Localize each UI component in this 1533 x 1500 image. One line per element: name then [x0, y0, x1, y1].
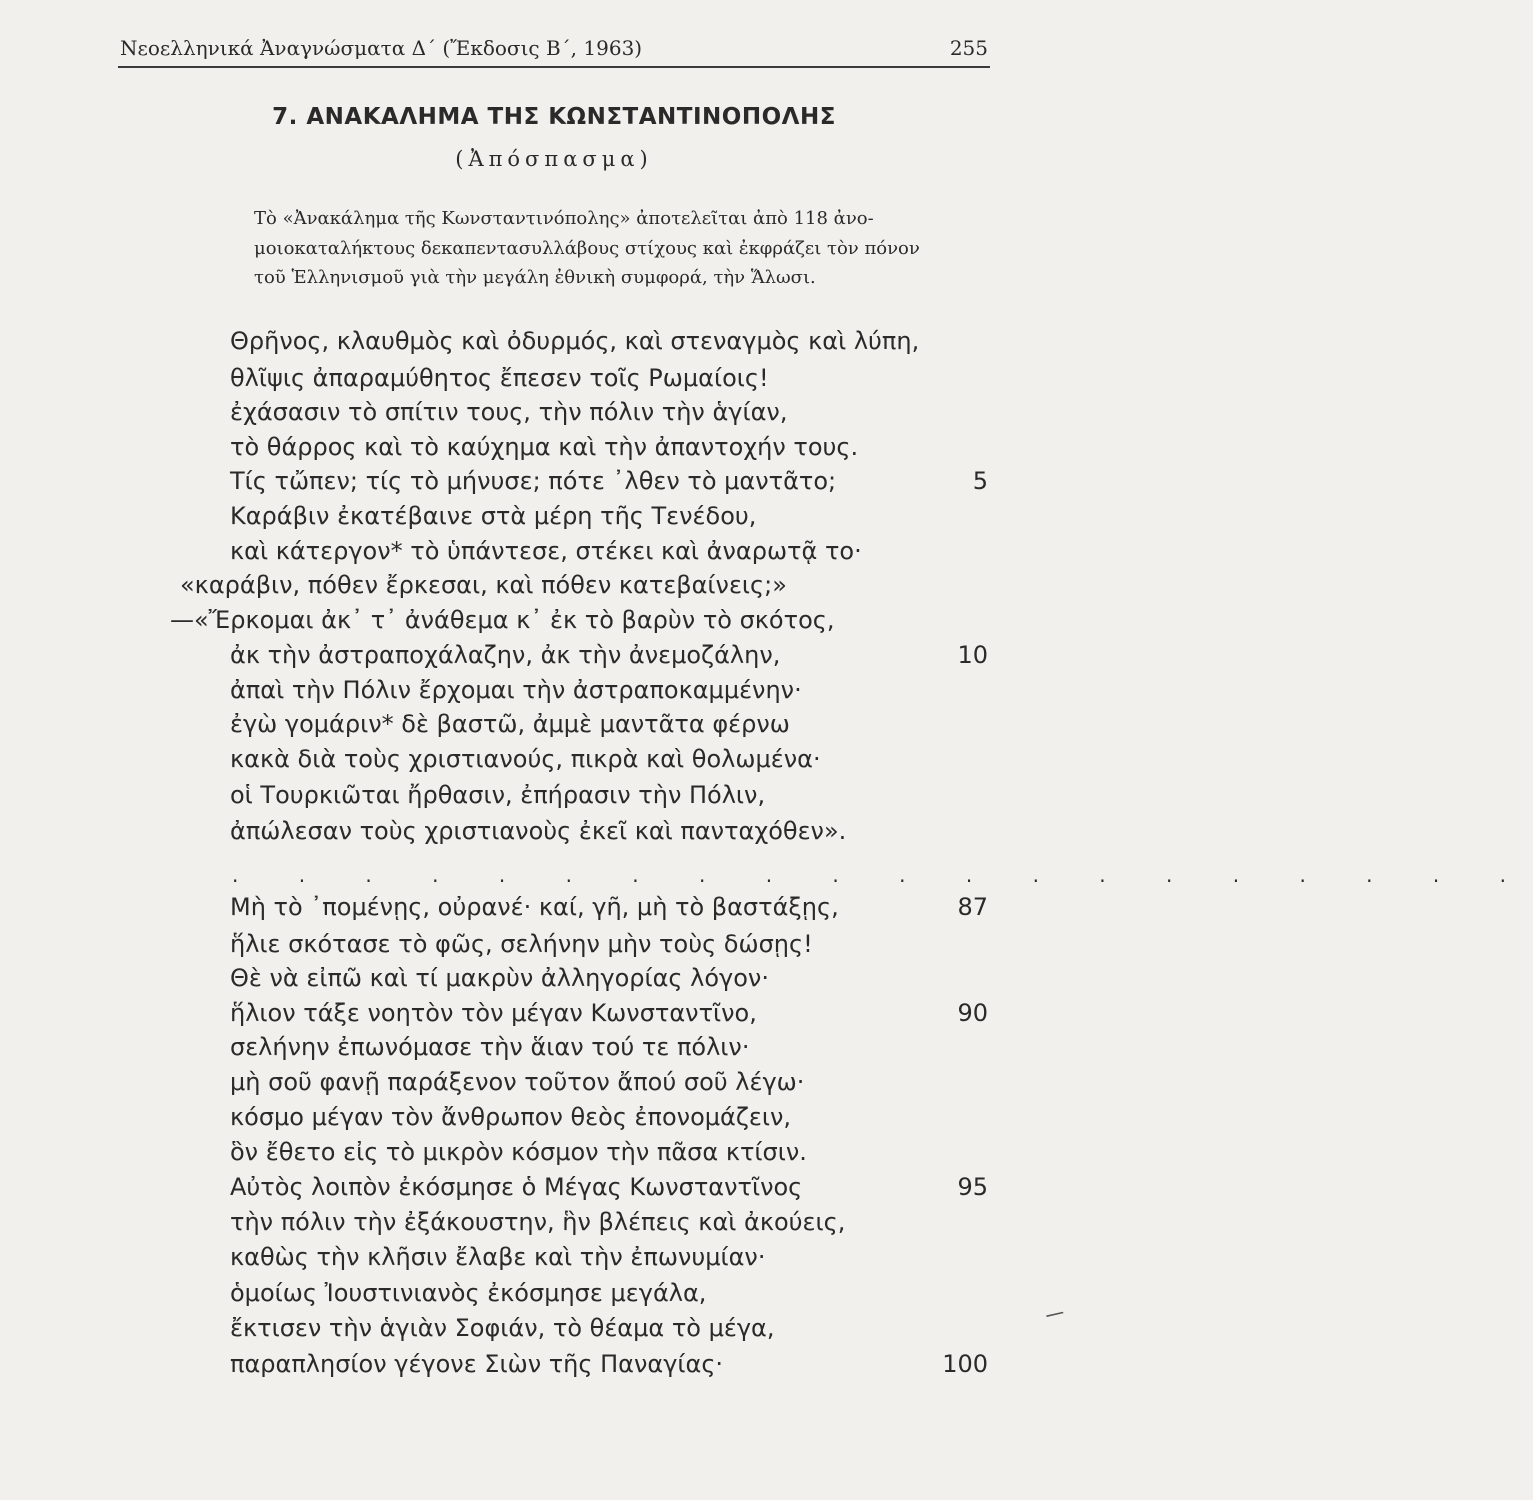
verse-number: 90 — [957, 999, 988, 1027]
verse-number: 5 — [972, 467, 988, 495]
section-separator: . . . . . . . . . . . . . . . . . . . . — [232, 863, 1533, 887]
verse-line: Καράβιν ἐκατέβαινε στὰ μέρη τῆς Τενέδου, — [230, 502, 757, 530]
verse-line: τὸ θάρρος καὶ τὸ καύχημα καὶ τὴν ἀπαντοχήν τους. — [230, 433, 859, 461]
verse-line: —«Ἔρκομαι ἀκ᾿ τ᾿ ἀνάθεμα κ᾿ ἐκ τὸ βαρὺν τὸ σκότος, — [170, 606, 835, 634]
verse-number: 95 — [957, 1173, 988, 1201]
verse-line: ἀπαὶ τὴν Πόλιν ἔρχομαι τὴν ἀστραποκαμμένην· — [230, 676, 802, 704]
page-number: 255 — [949, 36, 988, 60]
header-title: Νεοελληνικά Ἀναγνώσματα Δ΄ (Ἔκδοσις Β΄, 1963) — [120, 36, 643, 60]
verse-line: κακὰ διὰ τοὺς χριστιανούς, πικρὰ καὶ θολωμένα· — [230, 745, 821, 773]
verse-line: ἐχάσασιν τὸ σπίτιν τους, τὴν πόλιν τὴν ἁγίαν, — [230, 398, 788, 426]
verse-line: ὃν ἔθετο εἰς τὸ μικρὸν κόσμον τὴν πᾶσα κτίσιν. — [230, 1138, 807, 1166]
verse-line: θλῖψις ἀπαραμύθητος ἔπεσεν τοῖς Ρωμαίοις! — [230, 364, 769, 392]
intro-line: μοιοκαταλήκτους δεκαπεντασυλλάβους στίχους καὶ ἐκφράζει τὸν πόνον — [254, 237, 920, 259]
poem-title: 7. ΑΝΑΚΑΛΗΜΑ ΤΗΣ ΚΩΝΣΤΑΝΤΙΝΟΠΟΛΗΣ — [272, 104, 836, 130]
verse-line: ἐγὼ γομάριν* δὲ βαστῶ, ἀμμὲ μαντᾶτα φέρνω — [230, 710, 790, 738]
verse-line: παραπλησίον γέγονε Σιὼν τῆς Παναγίας· — [230, 1350, 724, 1378]
verse-line: σελήνην ἐπωνόμασε τὴν ἅιαν τού τε πόλιν· — [230, 1033, 750, 1061]
verse-line: μὴ σοῦ φανῇ παράξενον τοῦτον ἄπού σοῦ λέγω· — [230, 1068, 805, 1096]
verse-line: Θρῆνος, κλαυθμὸς καὶ ὀδυρμός, καὶ στεναγμὸς καὶ λύπη, — [230, 327, 920, 355]
verse-line: τὴν πόλιν τὴν ἐξάκουστην, ἣν βλέπεις καὶ ἀκούεις, — [230, 1208, 846, 1236]
verse-line: ἥλιον τάξε νοητὸν τὸν μέγαν Κωνσταντῖνο, — [230, 999, 757, 1027]
intro-line: Τὸ «Ἀνακάλημα τῆς Κωνσταντινόπολης» ἀποτελεῖται ἀπὸ 118 ἀνο- — [254, 208, 874, 229]
pencil-mark: / — [1043, 1305, 1068, 1323]
verse-line: ἀπώλεσαν τοὺς χριστιανοὺς ἐκεῖ καὶ πανταχόθεν». — [230, 817, 847, 845]
verse-line: οἱ Τουρκιῶται ἤρθασιν, ἐπήρασιν τὴν Πόλιν, — [230, 781, 766, 809]
poem-subtitle: (Ἀπόσπασμα) — [455, 147, 653, 171]
verse-number: 10 — [957, 641, 988, 669]
intro-line: τοῦ Ἑλληνισμοῦ γιὰ τὴν μεγάλη ἐθνικὴ συμφορά, τὴν Ἅλωσι. — [254, 267, 816, 288]
verse-line: ἔκτισεν τὴν ἁγιὰν Σοφιάν, τὸ θέαμα τὸ μέγα, — [230, 1314, 775, 1342]
verse-line: κόσμο μέγαν τὸν ἄνθρωπον θεὸς ἐπονομάζειν, — [230, 1103, 792, 1131]
verse-line: Τίς τὤπεν; τίς τὸ μήνυσε; πότε ᾿λθεν τὸ μαντᾶτο; — [230, 467, 837, 495]
verse-line: ἀκ τὴν ἀστραποχάλαζην, ἀκ τὴν ἀνεμοζάλην, — [230, 641, 781, 669]
verse-number: 87 — [957, 893, 988, 921]
verse-line: Αὐτὸς λοιπὸν ἐκόσμησε ὁ Μέγας Κωνσταντῖνος — [230, 1173, 803, 1201]
verse-line: καὶ κάτεργον* τὸ ὑπάντεσε, στέκει καὶ ἀναρωτᾷ το· — [230, 537, 862, 565]
verse-line: ὁμοίως Ἰουστινιανὸς ἐκόσμησε μεγάλα, — [230, 1279, 707, 1307]
verse-number: 100 — [942, 1350, 988, 1378]
verse-line: καθὼς τὴν κλῆσιν ἔλαβε καὶ τὴν ἐπωνυμίαν· — [230, 1243, 766, 1271]
verse-line: «καράβιν, πόθεν ἔρκεσαι, καὶ πόθεν κατεβαίνεις;» — [180, 571, 787, 599]
verse-line: Μὴ τὸ ᾿πομένῃς, οὐρανέ· καί, γῆ, μὴ τὸ βαστάξῃς, — [230, 893, 839, 921]
verse-line: ἥλιε σκότασε τὸ φῶς, σελήνην μὴν τοὺς δώσῃς! — [230, 930, 813, 958]
verse-line: Θὲ νὰ εἰπῶ καὶ τί μακρὺν ἀλληγορίας λόγον· — [230, 964, 769, 992]
